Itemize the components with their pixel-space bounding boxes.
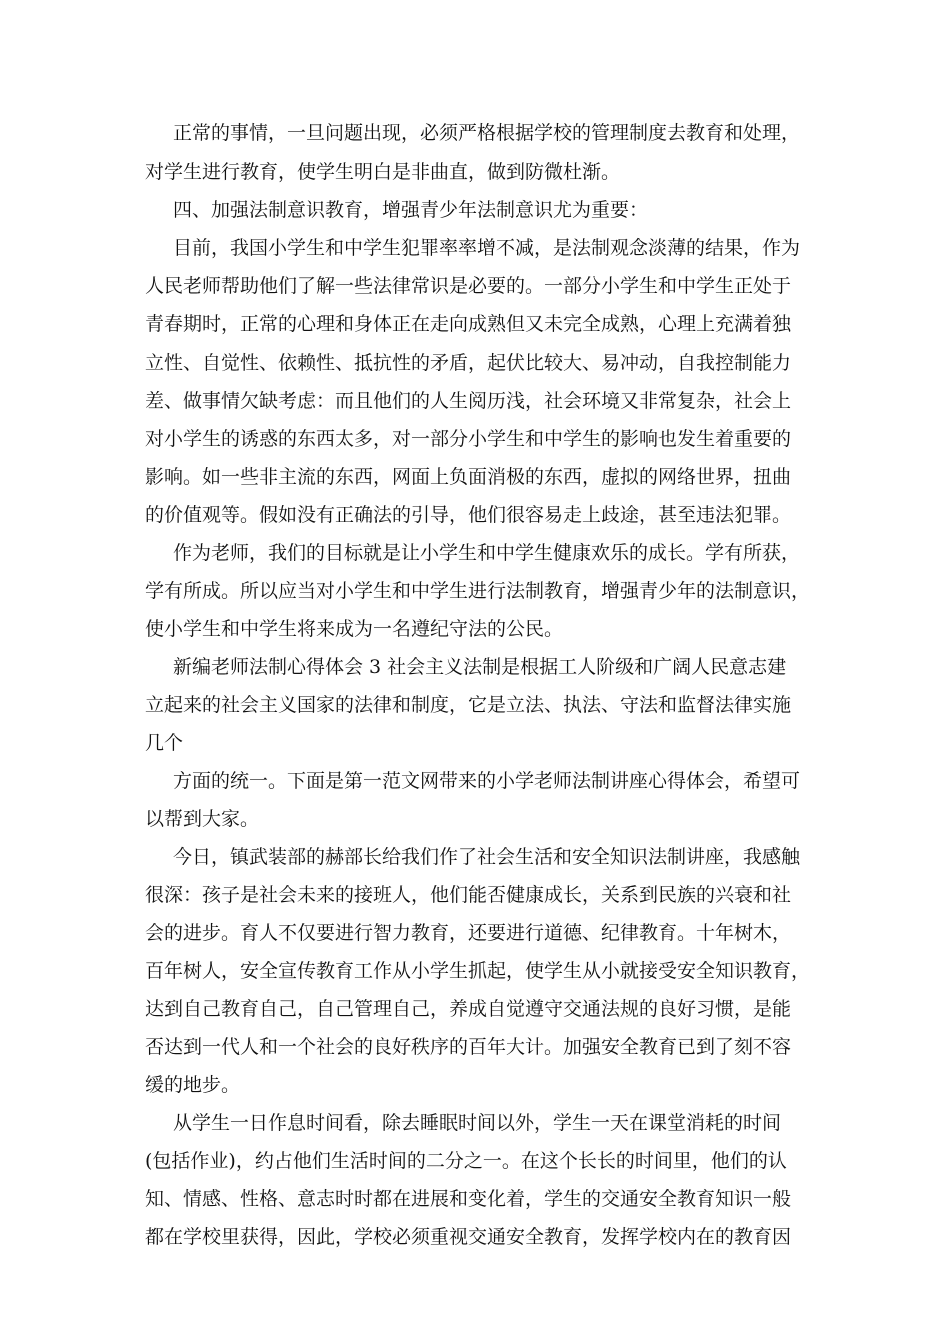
text-line: 对小学生的诱惑的东西太多，对一部分小学生和中学生的影响也发生着重要的 <box>145 428 792 450</box>
text-line: 否达到一代人和一个社会的良好秩序的百年大计。加强安全教育已到了刻不容 <box>145 1036 792 1058</box>
text-line: 影响。如一些非主流的东西，网面上负面消极的东西，虚拟的网络世界，扭曲 <box>145 466 792 488</box>
text-line: 立性、自觉性、依赖性、抵抗性的矛盾，起伏比较大、易冲动，自我控制能力 <box>145 352 792 374</box>
text-line: 的价值观等。假如没有正确法的引导，他们很容易走上歧途，甚至违法犯罪。 <box>145 504 792 526</box>
text-line: 都在学校里获得，因此，学校必须重视交通安全教育，发挥学校内在的教育因 <box>145 1226 792 1248</box>
text-line: 百年树人，安全宣传教育工作从小学生抓起，使学生从小就接受安全知识教育， <box>145 960 811 982</box>
text-line: 对学生进行教育，使学生明白是非曲直，做到防微杜渐。 <box>145 161 621 183</box>
text-line: (包括作业)，约占他们生活时间的二分之一。在这个长长的时间里，他们的认 <box>145 1150 787 1172</box>
text-line: 作为老师，我们的目标就是让小学生和中学生健康欢乐的成长。学有所获， <box>173 542 801 564</box>
text-line: 缓的地步。 <box>145 1074 241 1096</box>
text-line: 新编老师法制心得体会 3 社会主义法制是根据工人阶级和广阔人民意志建 <box>173 656 787 678</box>
text-line: 目前，我国小学生和中学生犯罪率率增不减，是法制观念淡薄的结果，作为 <box>173 237 801 259</box>
text-line: 知、情感、性格、意志时时都在进展和变化着，学生的交通安全教育知识一般 <box>145 1188 792 1210</box>
text-line: 青春期时，正常的心理和身体正在走向成熟但又未完全成熟，心理上充满着独 <box>145 313 792 335</box>
text-line: 立起来的社会主义国家的法律和制度，它是立法、执法、守法和监督法律实施 <box>145 694 792 716</box>
text-line: 会的进步。育人不仅要进行智力教育，还要进行道德、纪律教育。十年树木， <box>145 922 792 944</box>
text-line: 四、加强法制意识教育，增强青少年法制意识尤为重要： <box>173 199 649 221</box>
text-line: 正常的事情，一旦问题出现，必须严格根据学校的管理制度去教育和处理， <box>173 122 801 144</box>
text-line: 达到自己教育自己，自己管理自己，养成自觉遵守交通法规的良好习惯，是能 <box>145 998 792 1020</box>
text-line: 几个 <box>145 732 184 754</box>
text-line: 从学生一日作息时间看，除去睡眠时间以外，学生一天在课堂消耗的时间 <box>173 1112 782 1134</box>
text-line: 使小学生和中学生将来成为一名遵纪守法的公民。 <box>145 618 564 640</box>
text-line: 学有所成。所以应当对小学生和中学生进行法制教育，增强青少年的法制意识， <box>145 580 811 602</box>
text-line: 以帮到大家。 <box>145 808 260 830</box>
text-line: 很深：孩子是社会未来的接班人，他们能否健康成长，关系到民族的兴衰和社 <box>145 884 792 906</box>
text-line: 方面的统一。下面是第一范文网带来的小学老师法制讲座心得体会，希望可 <box>173 770 801 792</box>
text-line: 差、做事情欠缺考虑：而且他们的人生阅历浅，社会环境又非常复杂，社会上 <box>145 390 792 412</box>
text-line: 人民老师帮助他们了解一些法律常识是必要的。一部分小学生和中学生正处于 <box>145 275 792 297</box>
text-line: 今日，镇武装部的赫部长给我们作了社会生活和安全知识法制讲座，我感触 <box>173 846 801 868</box>
